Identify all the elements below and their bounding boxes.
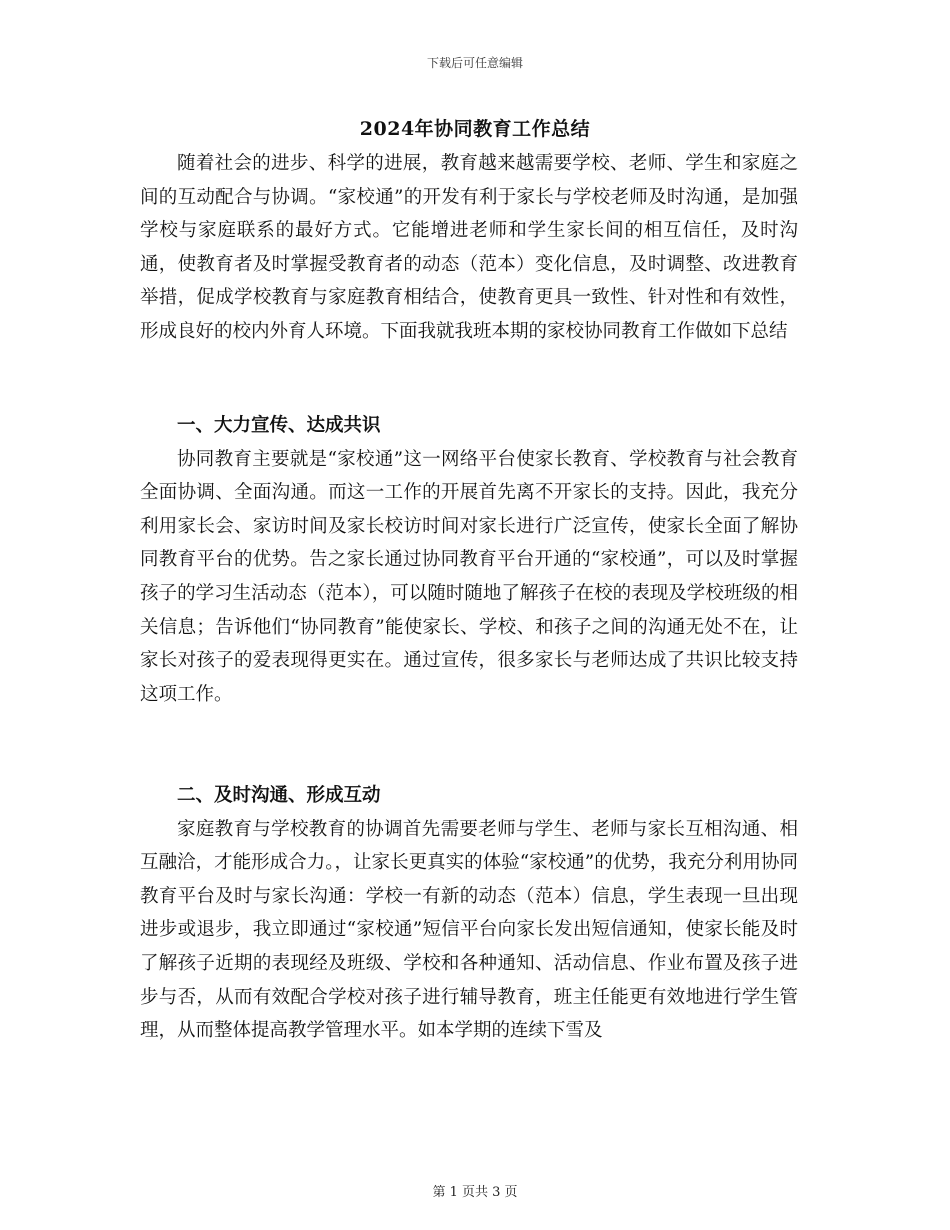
section-paragraph: 协同教育主要就是“家校通”这一网络平台使家长教育、学校教育与社会教育全面协调、全面沟通。而这一工作的开展首先离不开家长的支持。因此，我充分利用家长会、家访时间及家长校访时间对家长进行广泛宣传，使家长全面了解协同教育平台的优势。告之家长通过协同教育平台开通的“家校通”，可以及时掌握孩子的学习生活动态（范本），可以随时随地了解孩子在校的表现及学校班级的相关信息；告诉他们“协同教育”能使家长、学校、和孩子之间的沟通无处不在，让家长对孩子的爱表现得更实在。通过宣传，很多家长与老师达成了共识比较支持这项工作。	[140, 448, 798, 705]
section-paragraph: 家庭教育与学校教育的协调首先需要老师与学生、老师与家长互相沟通、相互融洽，才能形成合力。，让家长更真实的体验“家校通”的优势，我充分利用协同教育平台及时与家长沟通：学校一有新的动态（范本）信息，学生表现一旦出现进步或退步，我立即通过“家校通”短信平台向家长发出短信通知，使家长能及时了解孩子近期的表现经及班级、学校和各种通知、活动信息、作业布置及孩子进步与否，从而有效配合学校对孩子进行辅导教育，班主任能更有效地进行学生管理，从而整体提高教学管理水平。如本学期的连续下雪及	[140, 818, 798, 1042]
intro-block	[140, 147, 798, 349]
section-1	[140, 409, 798, 711]
page-number: 第 1 页共 3 页	[432, 1185, 518, 1200]
intro-paragraph: 随着社会的进步、科学的进展，教育越来越需要学校、老师、学生和家庭之间的互动配合与协调。“家校通”的开发有利于家长与学校老师及时沟通，是加强学校与家庭联系的最好方式。它能增进老师和学生家长间的相互信任，及时沟通，使教育者及时掌握受教育者的动态（范本）变化信息，及时调整、改进教育举措，促成学校教育与家庭教育相结合，使教育更具一致性、针对性和有效性，形成良好的校内外育人环境。下面我就我班本期的家校协同教育工作做如下总结	[140, 153, 798, 342]
section-2	[140, 779, 798, 1048]
page-header: 下载后可任意编辑	[426, 56, 523, 70]
section-heading: 二、及时沟通、形成互动	[177, 785, 381, 806]
section-heading: 一、大力宣传、达成共识	[177, 415, 381, 436]
document-title: 2024年协同教育工作总结	[359, 118, 591, 140]
